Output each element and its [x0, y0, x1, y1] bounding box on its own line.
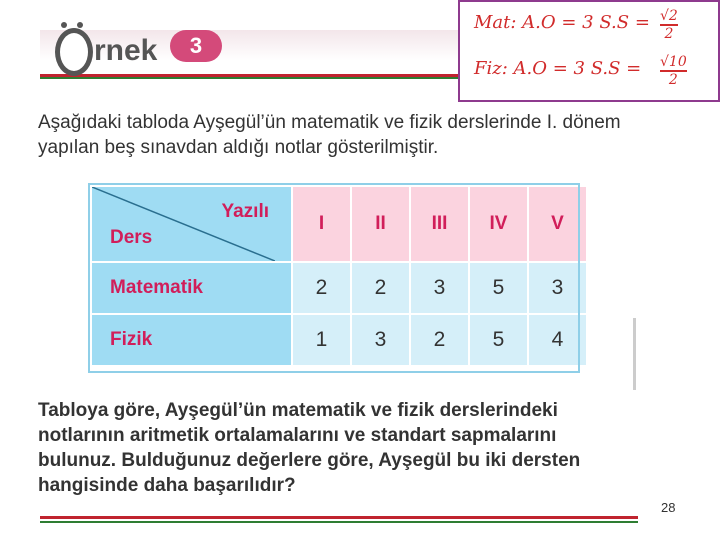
header-cell: IV	[469, 186, 528, 262]
grade-cell: 1	[292, 314, 351, 366]
table-row	[91, 262, 587, 314]
problem-statement: Aşağıdaki tabloda Ayşegül’ün matematik ve fizik derslerinde I. dönem yapılan beş sınavdan aldığı notlar gösterilmiştir.	[38, 112, 621, 158]
footer-divider-green	[40, 521, 638, 523]
grade-cell: 5	[469, 314, 528, 366]
grade-cell: 4	[528, 314, 587, 366]
ornek-label: rnek	[94, 34, 158, 67]
note-math-denominator: 2	[660, 24, 678, 42]
note-math-numerator: √2	[660, 8, 678, 24]
grade-cell: 5	[469, 262, 528, 314]
corner-diagonal	[92, 187, 275, 261]
umlaut-dot-left	[61, 22, 67, 28]
row-label: Fizik	[91, 314, 292, 366]
note-line-physics	[474, 58, 641, 79]
note-physics-denominator: 2	[660, 70, 687, 88]
note-math-text: Mat: A.O = 3 S.S =	[474, 12, 650, 33]
grade-cell: 2	[351, 262, 410, 314]
handwritten-note	[458, 0, 720, 102]
grade-cell: 3	[351, 314, 410, 366]
page-number: 28	[661, 500, 676, 515]
note-physics-text: Fiz: A.O = 3 S.S =	[474, 58, 642, 79]
note-line-math	[474, 12, 650, 33]
header-cell: V	[528, 186, 587, 262]
corner-label-ders: Ders	[110, 227, 153, 248]
note-physics-numerator: √10	[660, 54, 687, 70]
grade-cell: 3	[528, 262, 587, 314]
ornek-o-letter	[55, 28, 93, 76]
footer-divider-red	[40, 516, 638, 519]
table-row	[91, 314, 587, 366]
grade-cell: 2	[410, 314, 469, 366]
table-header-row	[91, 186, 587, 262]
question-text: Tabloya göre, Ayşegül’ün matematik ve fizik derslerindeki notlarının aritmetik ortalamalarını ve standart sapmalarını bulunuz. Bulduğunuz değerlere göre, Ayşegül bu iki dersten hangisinde daha başarılıdır?	[38, 400, 581, 496]
umlaut-dot-right	[77, 22, 83, 28]
header-cell: III	[410, 186, 469, 262]
table-corner-cell	[91, 186, 292, 262]
header-cell: I	[292, 186, 351, 262]
grade-cell: 3	[410, 262, 469, 314]
corner-label-yazili: Yazılı	[221, 201, 269, 222]
side-divider	[633, 318, 636, 390]
grades-table	[90, 185, 588, 367]
note-physics-fraction	[660, 54, 687, 88]
header-cell: II	[351, 186, 410, 262]
row-label: Matematik	[91, 262, 292, 314]
note-math-fraction	[660, 8, 678, 42]
example-number-badge: 3	[170, 30, 222, 62]
grade-cell: 2	[292, 262, 351, 314]
